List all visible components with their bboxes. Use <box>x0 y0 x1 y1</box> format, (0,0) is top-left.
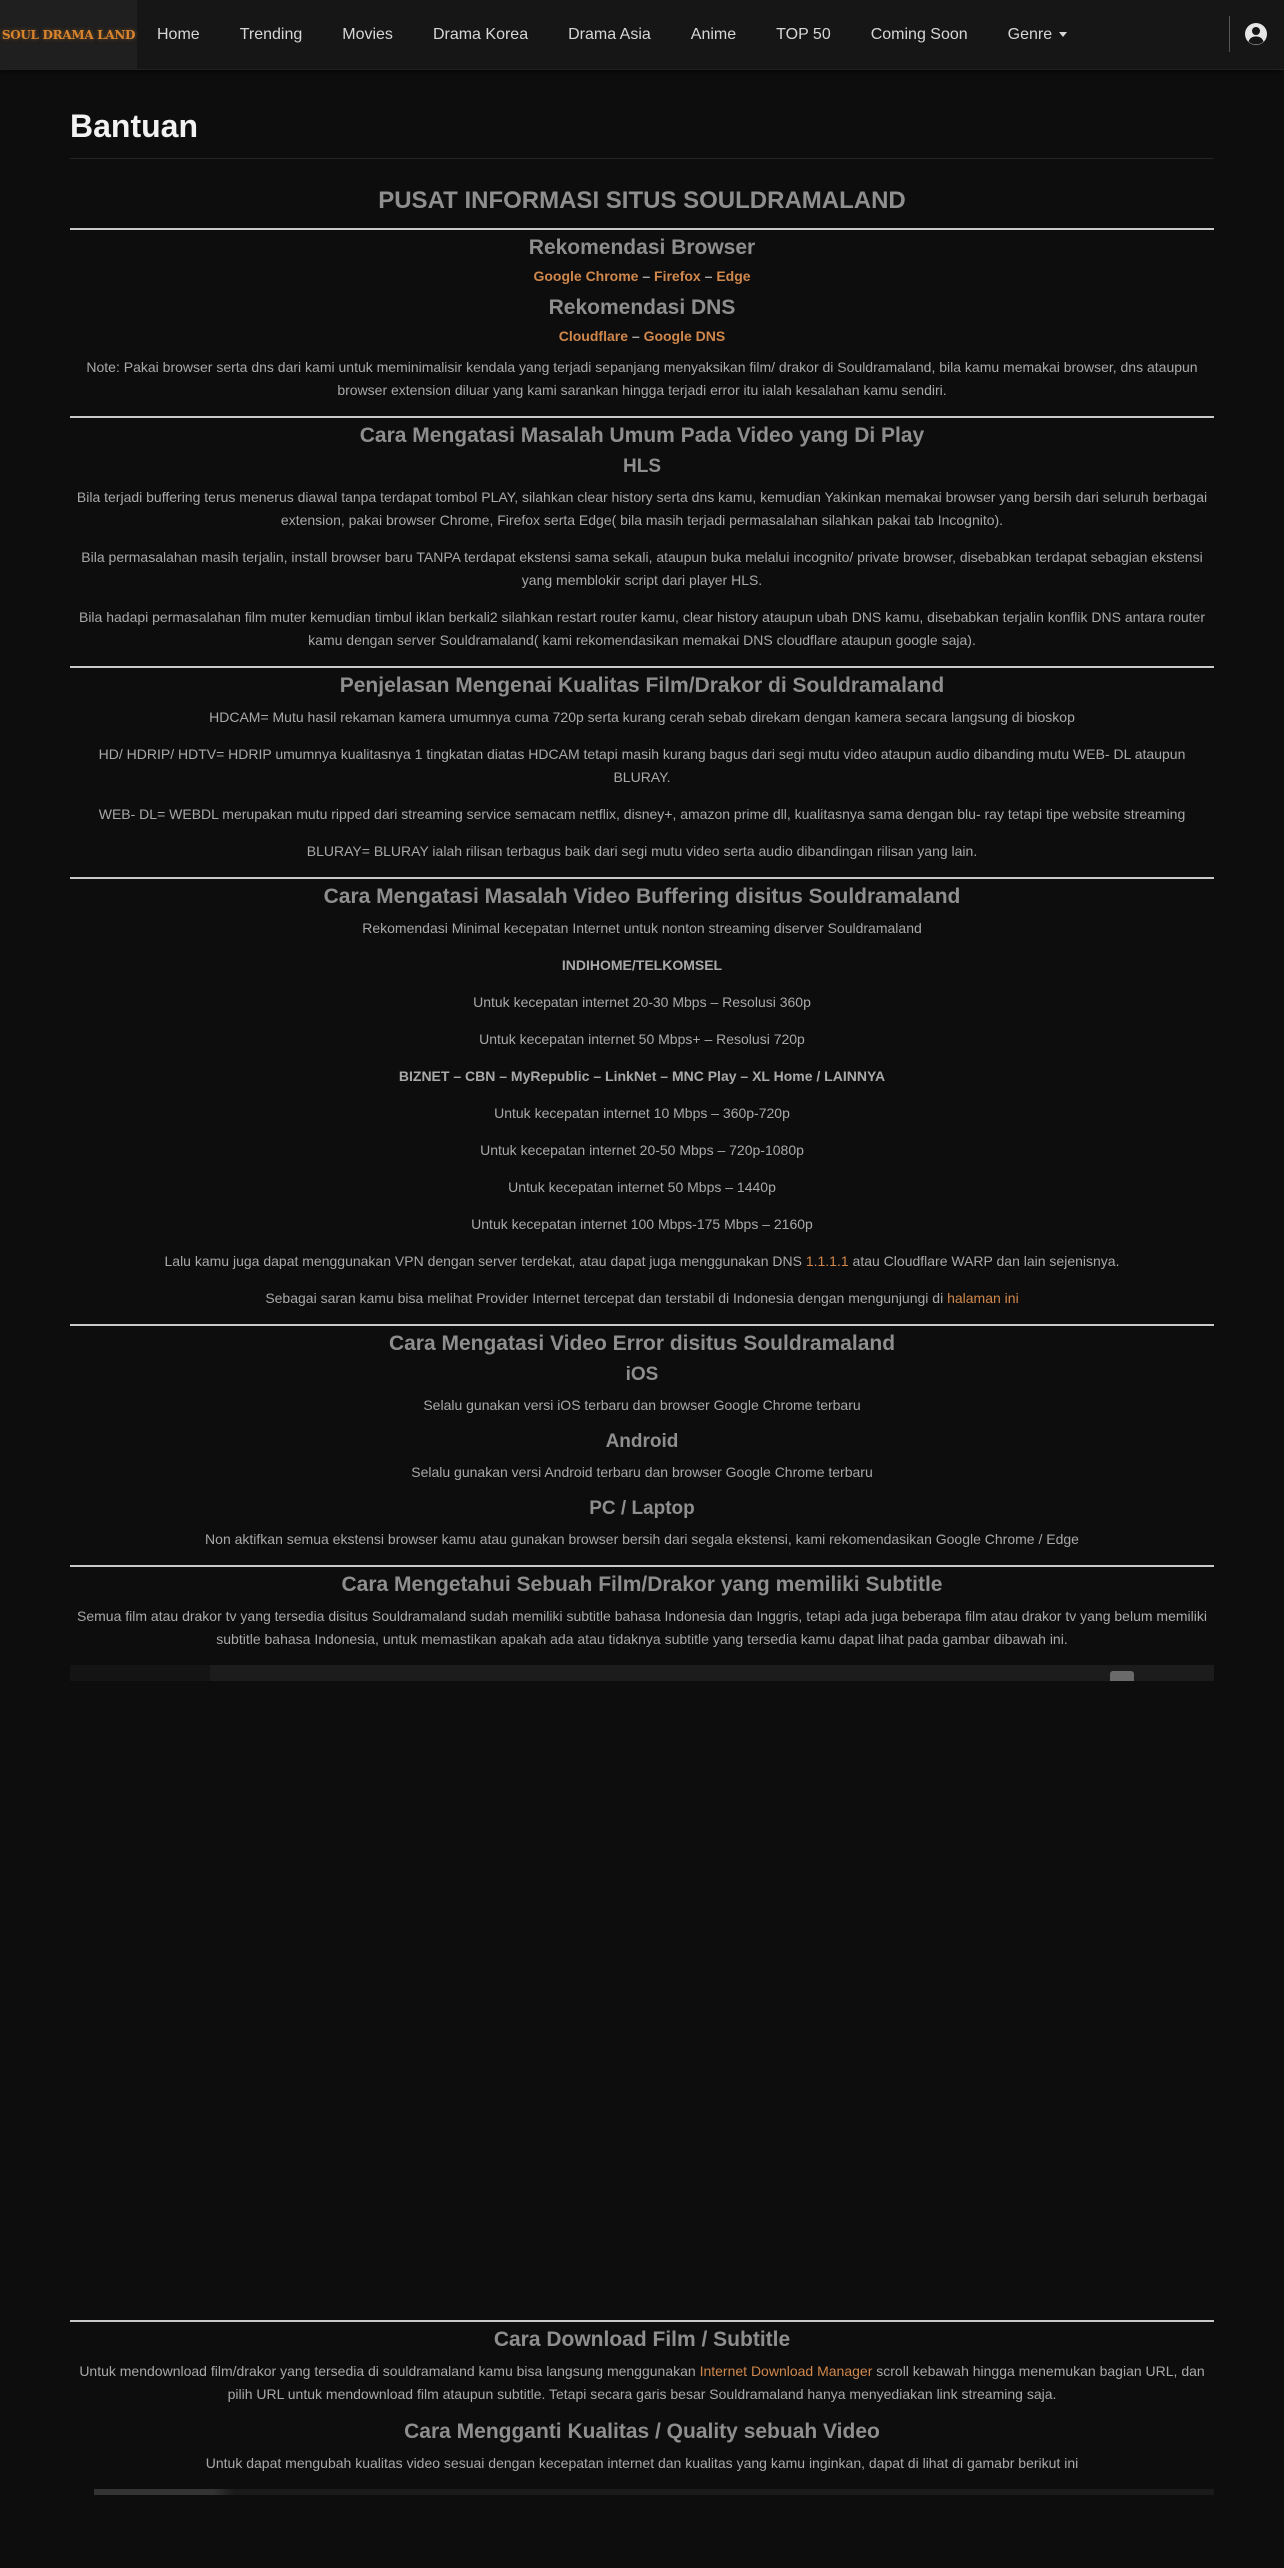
nav-item-trending[interactable]: Trending <box>239 25 303 43</box>
section-divider <box>70 877 1214 879</box>
speed-line: Untuk kecepatan internet 50 Mbps+ – Resolusi 720p <box>479 1031 805 1047</box>
section-divider <box>70 666 1214 668</box>
nav-item-coming-soon[interactable]: Coming Soon <box>870 25 968 43</box>
errors-heading: Cara Mengatasi Video Error disitus Souldramaland <box>388 1332 896 1355</box>
pc-heading: PC / Laptop <box>589 1498 695 1519</box>
dns-note: Note: Pakai browser serta dns dari kami untuk meminimalisir kendala yang terjadi sepanjang menyaksikan film/ drakor di Souldramaland, bila kamu memakai browser, dns ataupun browser extension diluar yang kami sarankan hingga terjadi error itu ialah kesalahan kamu sendiri. <box>86 359 1198 398</box>
nav-divider <box>1229 16 1230 52</box>
isp-group-title: BIZNET – CBN – MyRepublic – LinkNet – MNC Play – XL Home / LAINNYA <box>398 1068 886 1084</box>
ios-text: Selalu gunakan versi iOS terbaru dan browser Google Chrome terbaru <box>423 1397 861 1413</box>
vpn-text: atau Cloudflare WARP dan lain sejenisnya. <box>848 1253 1120 1269</box>
link-google-dns[interactable]: Google DNS <box>643 328 726 344</box>
nav-item-movies[interactable]: Movies <box>342 25 393 43</box>
ios-heading: iOS <box>625 1364 659 1385</box>
browser-links <box>70 268 1214 284</box>
link-separator: – <box>704 268 713 284</box>
link-idm[interactable]: Internet Download Manager <box>699 2363 873 2379</box>
logo-text: SOUL DRAMA LAND <box>1 27 136 42</box>
hls-heading: HLS <box>623 456 661 477</box>
quality-paragraph: HD/ HDRIP/ HDTV= HDRIP umumnya kualitasnya 1 tingkatan diatas HDCAM tetapi masih kurang bagus dari segi mutu video ataupun audio dibanding mutu WEB- DL ataupun BLURAY. <box>98 746 1186 785</box>
nav-item-genre[interactable] <box>988 26 1087 44</box>
nav-menu <box>137 0 1087 69</box>
buffering-heading: Cara Mengatasi Masalah Video Buffering disitus Souldramaland <box>323 885 961 908</box>
speed-line: Untuk kecepatan internet 20-30 Mbps – Resolusi 360p <box>473 994 811 1010</box>
video-issue-paragraph: Bila permasalahan masih terjalin, install browser baru TANPA terdapat ekstensi sama sekali, ataupun buka melalui incognito/ private browser, disebabkan terdapat sebagian ekstensi yang memblokir script dari player HLS. <box>81 549 1203 588</box>
link-provider-page[interactable]: halaman ini <box>947 1290 1019 1306</box>
nav-item-genre-label: Genre <box>1007 25 1053 43</box>
vpn-paragraph <box>70 1250 1214 1273</box>
caret-down-icon <box>1059 32 1067 37</box>
section-divider <box>70 228 1214 230</box>
nav-item-drama-asia[interactable]: Drama Asia <box>568 25 651 43</box>
quality-heading: Penjelasan Mengenai Kualitas Film/Drakor di Souldramaland <box>339 674 945 697</box>
speed-line: Untuk kecepatan internet 50 Mbps – 1440p <box>508 1179 776 1195</box>
section-divider <box>70 416 1214 418</box>
user-circle-icon[interactable] <box>1244 22 1268 46</box>
quality-example-image-top <box>94 2489 1214 2495</box>
main-content <box>70 100 1214 2495</box>
link-dns-1111[interactable]: 1.1.1.1 <box>805 1253 849 1269</box>
quality-paragraph: BLURAY= BLURAY ialah rilisan terbagus baik dari segi mutu video serta audio dibandingan rilisan yang lain. <box>306 843 978 859</box>
download-text-before: Untuk mendownload film/drakor yang tersedia di souldramaland kamu bisa langsung menggunakan <box>79 2363 700 2379</box>
quality-paragraph: WEB- DL= WEBDL merupakan mutu ripped dari streaming service semacam netflix, disney+, amazon prime dll, kualitasnya sama dengan blu- ray tetapi tipe website streaming <box>98 806 1186 822</box>
download-text-after: scroll kebawah hingga menemukan bagian URL, dan pilih URL untuk mendownload film ataupun subtitle. Tetapi secara garis besar Souldramaland hanya menyediakan link streaming saja. <box>227 2363 1205 2402</box>
example-image-navbar <box>210 1665 1214 1681</box>
quality-example-image <box>70 2489 1214 2495</box>
dns-links <box>70 328 1214 344</box>
subtitle-text: Semua film atau drakor tv yang tersedia disitus Souldramaland sudah memiliki subtitle bahasa Indonesia dan Inggris, tetapi ada juga beberapa film atau drakor tv yang belum memiliki subtitle bahasa Indonesia, untuk memastikan apakah ada atau tidaknya subtitle yang tersedia kamu dapat lihat pada gambar dibawah ini. <box>77 1608 1207 1647</box>
image-loading-area <box>70 1681 1214 2307</box>
download-heading: Cara Download Film / Subtitle <box>493 2328 791 2351</box>
title-divider <box>70 158 1214 159</box>
top-navbar <box>0 0 1284 70</box>
video-issue-paragraph: Bila terjadi buffering terus menerus diawal tanpa terdapat tombol PLAY, silahkan clear history serta dns kamu, kemudian Yakinkan memakai browser yang bersih dari seluruh berbagai extension, pakai browser Chrome, Firefox serta Edge( bila masih terjadi permasalahan silahkan pakai tab Incognito). <box>76 489 1208 528</box>
subtitle-example-image <box>70 1665 1214 1681</box>
android-text: Selalu gunakan versi Android terbaru dan browser Google Chrome terbaru <box>411 1464 873 1480</box>
section-divider <box>70 1565 1214 1567</box>
example-image-button <box>1110 1671 1134 1681</box>
download-text <box>70 2360 1214 2406</box>
link-separator: – <box>642 268 651 284</box>
section-divider <box>70 2320 1214 2322</box>
link-cloudflare[interactable]: Cloudflare <box>558 328 628 344</box>
isp-group-title: INDIHOME/TELKOMSEL <box>561 957 723 973</box>
main-heading: PUSAT INFORMASI SITUS SOULDRAMALAND <box>378 187 906 214</box>
android-heading: Android <box>605 1431 679 1452</box>
vpn-text: Lalu kamu juga dapat menggunakan VPN dengan server terdekat, atau dapat juga menggunakan DNS <box>164 1253 806 1269</box>
provider-text: Sebagai saran kamu bisa melihat Provider Internet tercepat dan terstabil di Indonesia dengan mengunjungi di <box>265 1290 948 1306</box>
buffering-intro: Rekomendasi Minimal kecepatan Internet untuk nonton streaming diserver Souldramaland <box>362 920 922 936</box>
quality-paragraph: HDCAM= Mutu hasil rekaman kamera umumnya cuma 720p serta kurang cerah sebab direkam dengan kamera secara langsung di bioskop <box>209 709 1075 725</box>
link-google-chrome[interactable]: Google Chrome <box>533 268 639 284</box>
subtitle-heading: Cara Mengetahui Sebuah Film/Drakor yang memiliki Subtitle <box>341 1573 943 1596</box>
pc-text: Non aktifkan semua ekstensi browser kamu atau gunakan browser bersih dari segala ekstensi, kami rekomendasikan Google Chrome / Edge <box>205 1531 1079 1547</box>
link-separator: – <box>631 328 640 344</box>
speed-line: Untuk kecepatan internet 20-50 Mbps – 720p-1080p <box>480 1142 804 1158</box>
change-quality-heading: Cara Mengganti Kualitas / Quality sebuah Video <box>404 2420 880 2443</box>
link-edge[interactable]: Edge <box>716 268 751 284</box>
provider-paragraph <box>70 1287 1214 1310</box>
nav-item-home[interactable]: Home <box>157 25 200 43</box>
section-divider <box>70 1324 1214 1326</box>
site-logo[interactable] <box>0 0 137 69</box>
nav-item-top50[interactable]: TOP 50 <box>776 25 831 43</box>
page-title: Bantuan <box>70 108 198 144</box>
video-issue-paragraph: Bila hadapi permasalahan film muter kemudian timbul iklan berkali2 silahkan restart router kamu, clear history ataupun ubah DNS kamu, disebabkan terjalin konflik DNS antara router kamu dengan server Souldramaland( kami rekomendasikan memakai DNS cloudflare ataupun google saja). <box>78 609 1205 648</box>
nav-item-drama-korea[interactable]: Drama Korea <box>432 25 529 43</box>
browser-heading: Rekomendasi Browser <box>528 236 756 259</box>
change-quality-text: Untuk dapat mengubah kualitas video sesuai dengan kecepatan internet dan kualitas yang kamu inginkan, dapat di lihat di gamabr berikut ini <box>205 2455 1079 2471</box>
dns-heading: Rekomendasi DNS <box>548 296 736 319</box>
link-firefox[interactable]: Firefox <box>654 268 701 284</box>
speed-line: Untuk kecepatan internet 10 Mbps – 360p-720p <box>494 1105 790 1121</box>
nav-item-anime[interactable]: Anime <box>690 25 737 43</box>
video-issue-heading: Cara Mengatasi Masalah Umum Pada Video yang Di Play <box>359 424 925 447</box>
speed-line: Untuk kecepatan internet 100 Mbps-175 Mbps – 2160p <box>471 1216 813 1232</box>
